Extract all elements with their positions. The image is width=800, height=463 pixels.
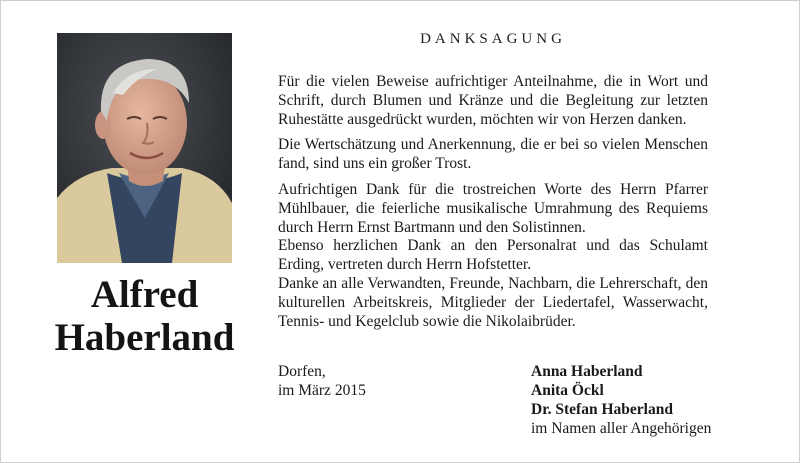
date: im März 2015 <box>278 382 366 399</box>
thank-you-text <box>278 73 708 338</box>
notice-heading: DANKSAGUNG <box>420 31 566 47</box>
place-date <box>278 362 366 400</box>
paragraph: Danke an alle Verwandten, Freunde, Nachbarn, die Lehrerschaft, den kulturellen Arbeitskreis, Mitglieder der Liedertafel, Wasserwacht, Tennis- und Kegelclub sowie die Nikolaibrüder. <box>278 274 708 330</box>
portrait-photo <box>57 33 232 263</box>
deceased-last-name: Haberland <box>54 316 235 359</box>
deceased-first-name: Alfred <box>90 273 199 316</box>
signer-name: Anita Öckl <box>531 382 604 399</box>
signers-note: im Namen aller Angehörigen <box>531 420 712 437</box>
deceased-name <box>41 273 248 359</box>
signer-name: Dr. Stefan Haberland <box>531 401 673 418</box>
portrait-illustration <box>57 33 232 263</box>
paragraph: Für die vielen Beweise aufrichtiger Anteilnahme, die in Wort und Schrift, durch Blumen und Kränze und die Begleitung zur letzten Ruhestätte ausgedrückt wurden, möchten wir von Herzen danken. <box>278 73 708 128</box>
paragraph: Die Wertschätzung und Anerkennung, die er bei so vielen Menschen fand, sind uns ein großer Trost. <box>278 136 708 173</box>
paragraph: Ebenso herzlichen Dank an den Personalrat und das Schulamt Erding, vertreten durch Herrn Hofstetter. <box>278 237 708 274</box>
paragraph: Aufrichtigen Dank für die trostreichen Worte des Herrn Pfarrer Mühlbauer, die feierliche musikalische Umrahmung des Requiems durch Herrn Ernst Bartmann und den Solistinnen. <box>278 180 708 236</box>
signers-block <box>531 362 711 438</box>
place: Dorfen, <box>278 363 326 380</box>
signer-name: Anna Haberland <box>531 363 643 380</box>
